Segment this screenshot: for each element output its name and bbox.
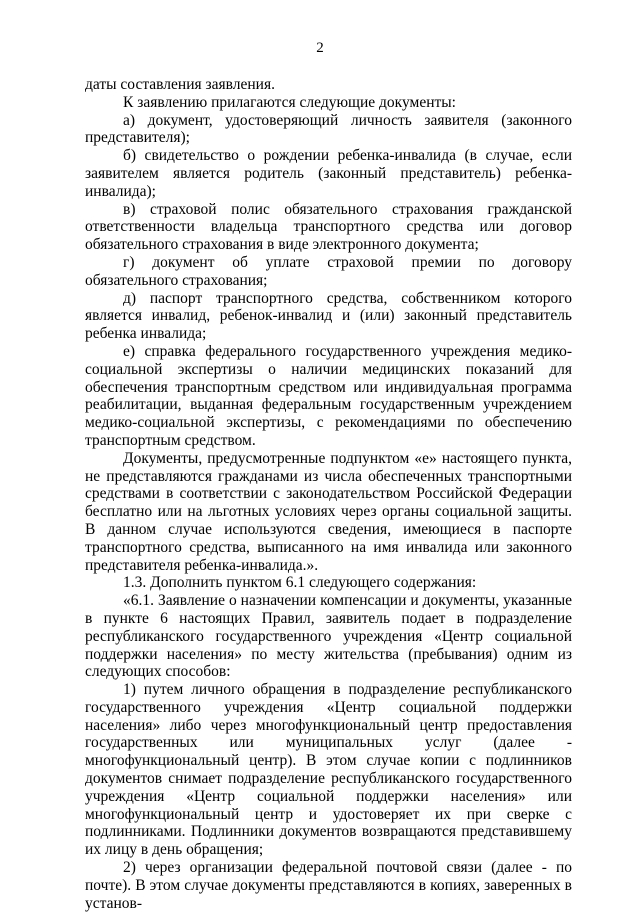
paragraph-exemption: Документы, предусмотренные подпунктом «е» настоящего пункта, не представляются гражданами из числа обеспеченных транспортными средствами в соответствии с законодательством Российской Федерации бесплатно или на льготных условиях через органы социальной защиты. В данном случае используются сведения, имеющиеся в паспорте транспортного средства, выписанного на имя инвалида или законного представителя ребенка-инвалида.». [85, 449, 572, 574]
list-item-a: а) документ, удостоверяющий личность заявителя (законного представителя); [85, 111, 572, 147]
list-item-d: д) паспорт транспортного средства, собственником которого является инвалид, ребенок-инвалид и (или) законный представитель ребенка инвалида; [85, 289, 572, 343]
document-body [85, 76, 572, 912]
list-item-b: б) свидетельство о рождении ребенка-инвалида (в случае, если заявителем является родитель (законный представитель) ребенка-инвалида); [85, 147, 572, 200]
paragraph-continuation: даты составления заявления. [85, 76, 275, 93]
list-item-g: г) документ об уплате страховой премии по договору обязательного страхования; [85, 253, 572, 289]
paragraph-amendment: 1.3. Дополнить пунктом 6.1 следующего содержания: [123, 574, 477, 592]
list-item-v: в) страховой полис обязательного страхования гражданской ответственности владельца транспортного средства или договор обязательного страхования в виде электронного документа; [85, 200, 572, 254]
list-item-e: е) справка федерального государственного учреждения медико-социальной экспертизы о наличии медицинских показаний для обеспечения транспортным средством или индивидуальная программа реабилитации, выданная федеральным государственным учреждением медико-социальной экспертизы, с рекомендациями по обеспечению транспортным средством. [85, 342, 572, 449]
paragraph-documents-intro: К заявлению прилагаются следующие документы: [123, 93, 456, 111]
list-item-2: 2) через организации федеральной почтовой связи (далее - по почте). В этом случае документы представляются в копиях, заверенных в установ- [85, 859, 572, 912]
paragraph-6-1: «6.1. Заявление о назначении компенсации и документы, указанные в пункте 6 настоящих Правил, заявитель подает в подразделение республиканского государственного учреждения «Центр социальной поддержки населения» по месту жительства (пребывания) одним из следующих способов: [85, 592, 572, 681]
page-number: 2 [316, 40, 324, 56]
list-item-1: 1) путем личного обращения в подразделение республиканского государственного учреждения «Центр социальной поддержки населения» либо через многофункциональный центр предоставления государственных или муниципальных услуг (далее - многофункциональный центр). В этом случае копии с подлинников документов снимает подразделение республиканского государственного учреждения «Центр социальной поддержки населения» или многофункциональный центр и удостоверяет их при сверке с подлинниками. Подлинники документов возвращаются представившему их лицу в день обращения; [85, 681, 572, 859]
